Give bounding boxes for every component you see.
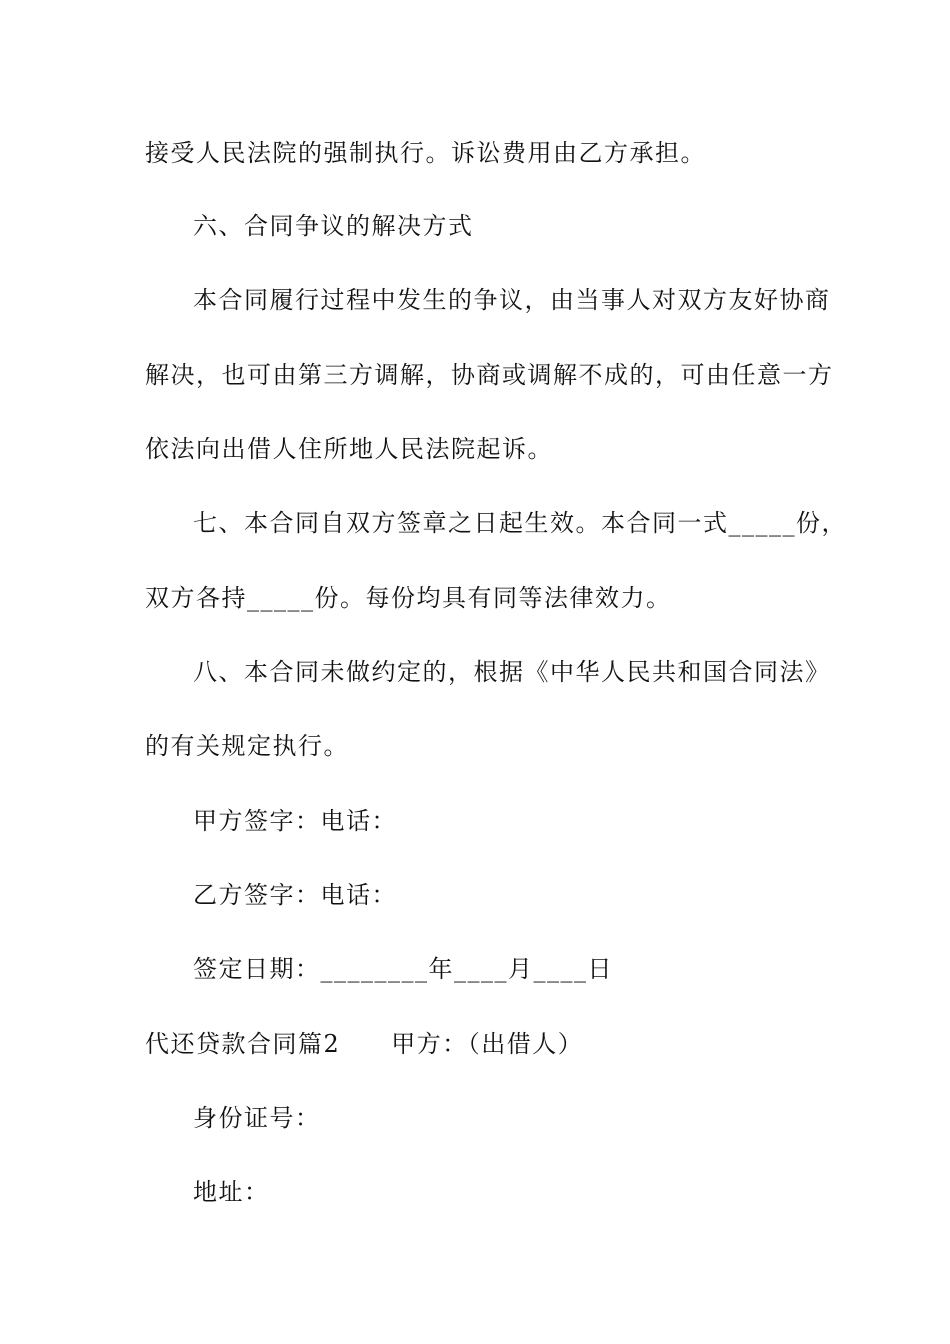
paragraph-line: 七、本合同自双方签章之日起生效。本合同一式_____份， [193, 509, 847, 537]
signing-date-line: 签定日期：________年____月____日 [193, 955, 613, 983]
party-b-signature-line: 乙方签字：电话： [193, 881, 397, 909]
paragraph-line: 解决，也可由第三方调解，协商或调解不成的，可由任意一方 [145, 361, 834, 389]
section-heading: 六、合同争议的解决方式 [193, 212, 474, 240]
paragraph-line: 依法向出借人住所地人民法院起诉。 [145, 435, 553, 463]
id-number-line: 身份证号： [193, 1104, 321, 1132]
party-a-signature-line: 甲方签字：电话： [193, 807, 397, 835]
paragraph-line: 八、本合同未做约定的，根据《中华人民共和国合同法》 [193, 658, 831, 686]
paragraph-line: 的有关规定执行。 [145, 732, 349, 760]
paragraph-line: 接受人民法院的强制执行。诉讼费用由乙方承担。 [145, 139, 706, 167]
paragraph-line: 双方各持_____份。每份均具有同等法律效力。 [145, 584, 672, 612]
contract-title-line: 代还贷款合同篇2 甲方：（出借人） [145, 1030, 584, 1058]
paragraph-line: 本合同履行过程中发生的争议，由当事人对双方友好协商 [193, 286, 831, 314]
address-line: 地址： [193, 1178, 270, 1206]
